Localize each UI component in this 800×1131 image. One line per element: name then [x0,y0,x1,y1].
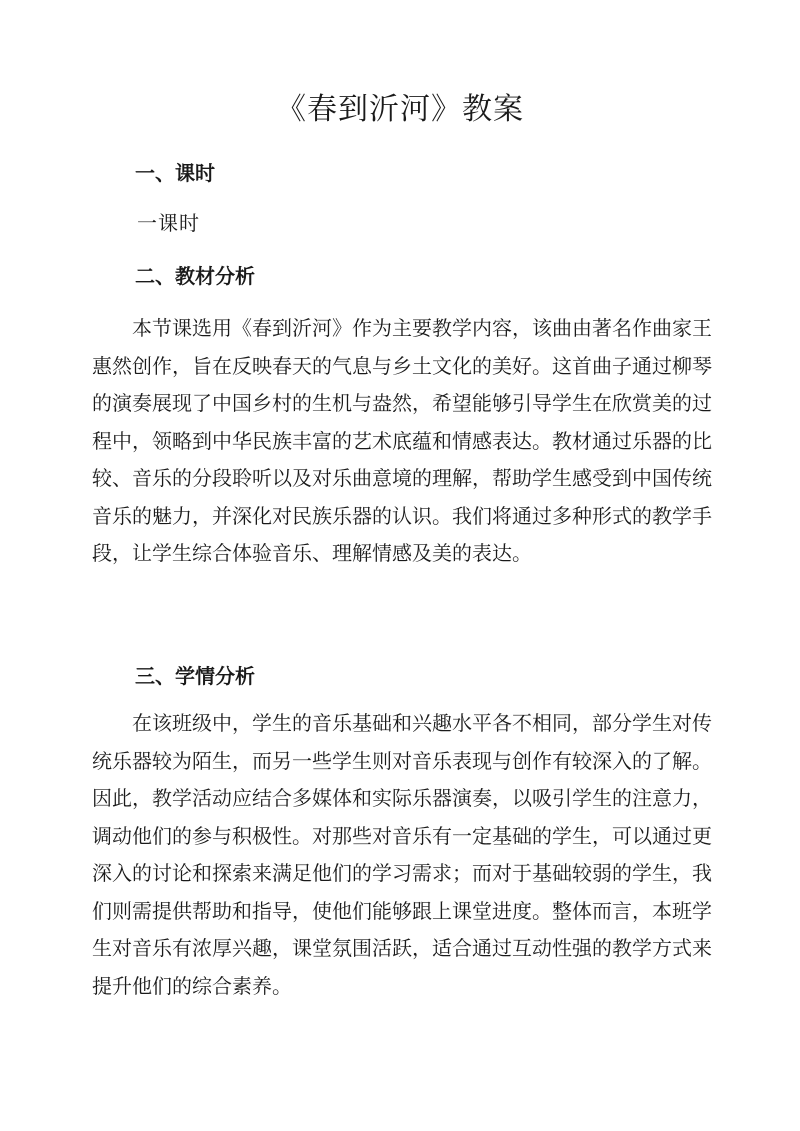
material-analysis-paragraph: 本节课选用《春到沂河》作为主要教学内容，该曲由著名作曲家王惠然创作，旨在反映春天的气息与乡土文化的美好。这首曲子通过柳琴的演奏展现了中国乡村的生机与盎然，希望能够引导学生在欣赏美的过程中，领略到中华民族丰富的艺术底蕴和情感表达。教材通过乐器的比较、音乐的分段聆听以及对乐曲意境的理解，帮助学生感受到中国传统音乐的魅力，并深化对民族乐器的认识。我们将通过多种形式的教学手段，让学生综合体验音乐、理解情感及美的表达。 [92,316,712,565]
section-heading-material-analysis: 二、教材分析 [135,264,255,288]
document-title: 《春到沂河》教案 [276,92,524,127]
student-analysis-paragraph: 在该班级中，学生的音乐基础和兴趣水平各不相同，部分学生对传统乐器较为陌生，而另一些学生则对音乐表现与创作有较深入的了解。因此，教学活动应结合多媒体和实际乐器演奏，以吸引学生的注意力，调动他们的参与积极性。对那些对音乐有一定基础的学生，可以通过更深入的讨论和探索来满足他们的学习需求；而对于基础较弱的学生，我们则需提供帮助和指导，使他们能够跟上课堂进度。整体而言，本班学生对音乐有浓厚兴趣，课堂氛围活跃，适合通过互动性强的教学方式来提升他们的综合素养。 [92,711,712,998]
section-heading-lesson-hours: 一、课时 [135,161,215,185]
section-heading-student-analysis: 三、学情分析 [135,664,255,688]
lesson-hours-text: 一课时 [137,211,200,235]
